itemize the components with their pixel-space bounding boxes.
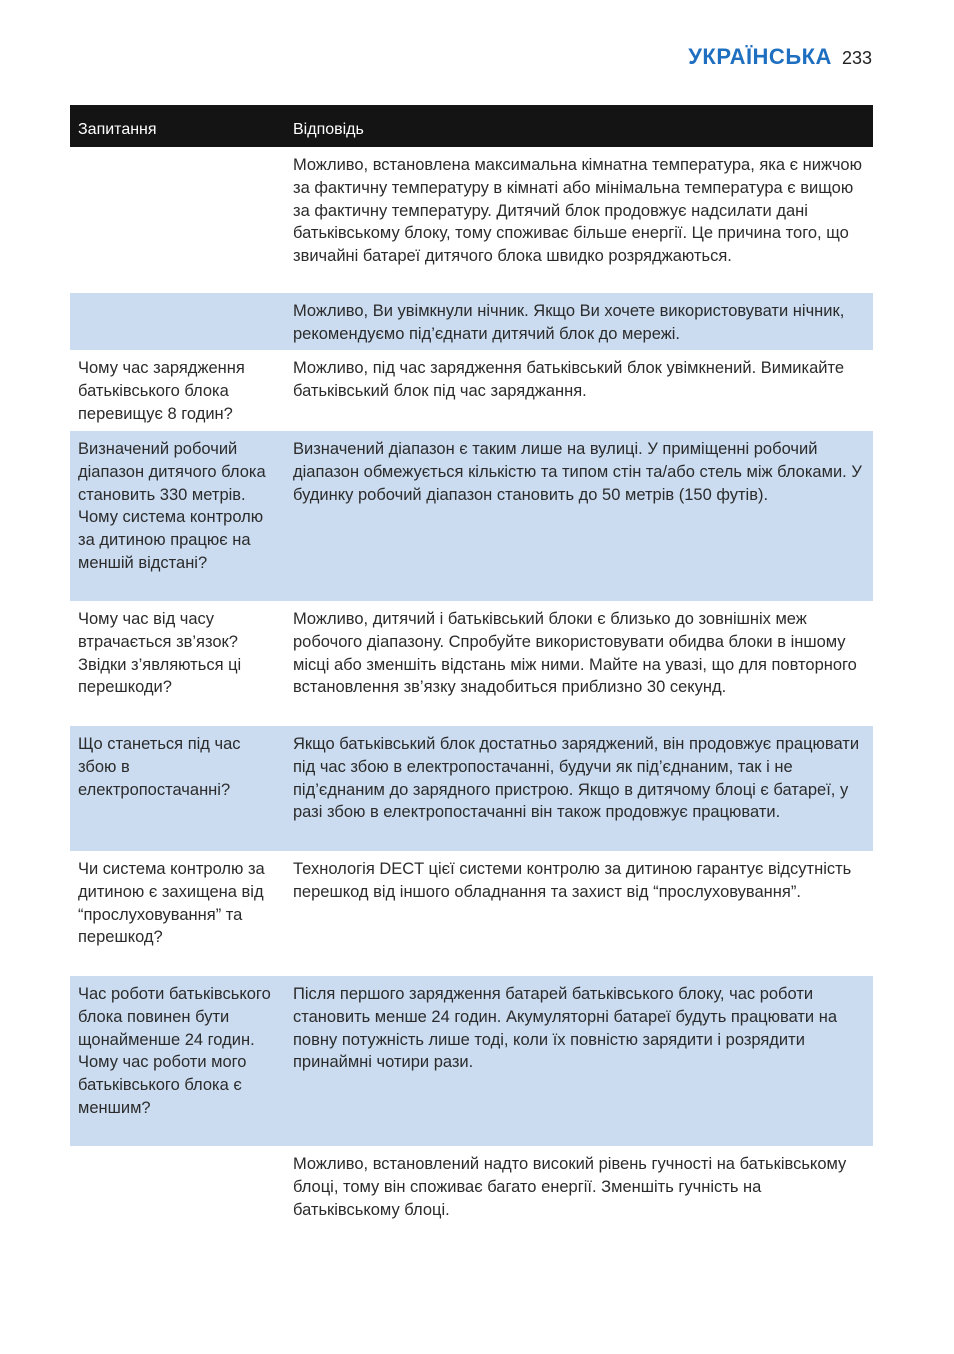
answer-cell: Якщо батьківський блок достатньо заряджений, він продовжує працювати під час збою в електропостачанні, будучи як під’єднаним, так і не під’єднаним до зарядного пристрою. Якщо в дитячому блоці є батареї, у разі збою в електропостачанні він також продовжує працювати. xyxy=(293,735,860,822)
answer-cell: Можливо, встановлений надто високий рівень гучності на батьківському блоці, тому він споживає багато енергії. Зменшіть гучність на батьківському блоці. xyxy=(293,1155,847,1219)
table-header-row xyxy=(70,105,873,147)
table-row xyxy=(70,350,873,431)
table-row xyxy=(70,293,873,350)
answer-cell: Можливо, встановлена максимальна кімнатна температура, яка є нижчою за фактичну температуру в кімнаті або мінімальна температура є вищою за фактичну температуру. Дитячий блок продовжує надсилати дані батьківському блоку, тому споживає більше енергії. Це причина того, що звичайні батареї дитячого блока швидко розряджаються. xyxy=(293,156,862,266)
page-header xyxy=(688,44,872,70)
question-cell: Визначений робочий діапазон дитячого блока становить 330 метрів. Чому система контролю за дитиною працює на меншій відстані? xyxy=(78,440,266,572)
table-row xyxy=(70,1146,873,1226)
question-cell xyxy=(70,1146,285,1226)
answer-cell: Можливо, Ви увімкнули нічник. Якщо Ви хочете використовувати нічник, рекомендуємо під’єднати дитячий блок до мережі. xyxy=(293,302,845,343)
page-number: 233 xyxy=(841,48,872,68)
answer-cell: Можливо, дитячий і батьківський блоки є близько до зовнішніх меж робочого діапазону. Спробуйте використовувати обидва блоки в іншому місці або зменшіть відстань між ними. Майте на увазі, що для повторного встановлення зв’язку знадобиться приблизно 30 секунд. xyxy=(293,610,857,697)
table-row xyxy=(70,601,873,726)
answer-cell: Визначений діапазон є таким лише на вулиці. У приміщенні робочий діапазон обмежується кількістю та типом стін та/або стель між блоками. У будинку робочий діапазон становить до 50 метрів (150 футів). xyxy=(293,440,862,504)
answer-cell: Технологія DECT цієї системи контролю за дитиною гарантує відсутність перешкод від іншого обладнання та захист від “прослуховування”. xyxy=(293,860,852,901)
question-cell: Чому час від часу втрачається зв’язок? Звідки з’являються ці перешкоди? xyxy=(78,610,242,697)
question-cell: Час роботи батьківського блока повинен бути щонайменше 24 годин. Чому час роботи мого батьківського блока є меншим? xyxy=(78,985,271,1117)
question-cell: Що станеться під час збою в електропостачанні? xyxy=(78,735,241,799)
answer-cell: Можливо, під час зарядження батьківський блок увімкнений. Вимикайте батьківський блок під час заряджання. xyxy=(293,359,845,400)
troubleshooting-table xyxy=(70,105,873,1226)
question-cell: Чому час зарядження батьківського блока перевищує 8 годин? xyxy=(78,359,245,423)
table-row xyxy=(70,976,873,1146)
question-cell xyxy=(70,293,285,350)
table-row xyxy=(70,431,873,601)
table-row xyxy=(70,851,873,976)
column-header-question: Запитання xyxy=(78,121,157,138)
table-row xyxy=(70,147,873,293)
question-cell: Чи система контролю за дитиною є захищена від “прослуховування” та перешкод? xyxy=(78,860,265,947)
answer-cell: Після першого зарядження батарей батьківського блоку, час роботи становить менше 24 годин. Акумуляторні батареї будуть працювати на повну потужність лише тоді, коли їх повністю зарядити і розрядити принаймні чотири рази. xyxy=(293,985,838,1072)
section-language-title: УКРАЇНСЬКА xyxy=(688,44,832,69)
table-row xyxy=(70,726,873,851)
question-cell xyxy=(70,147,285,293)
column-header-answer: Відповідь xyxy=(293,121,364,138)
